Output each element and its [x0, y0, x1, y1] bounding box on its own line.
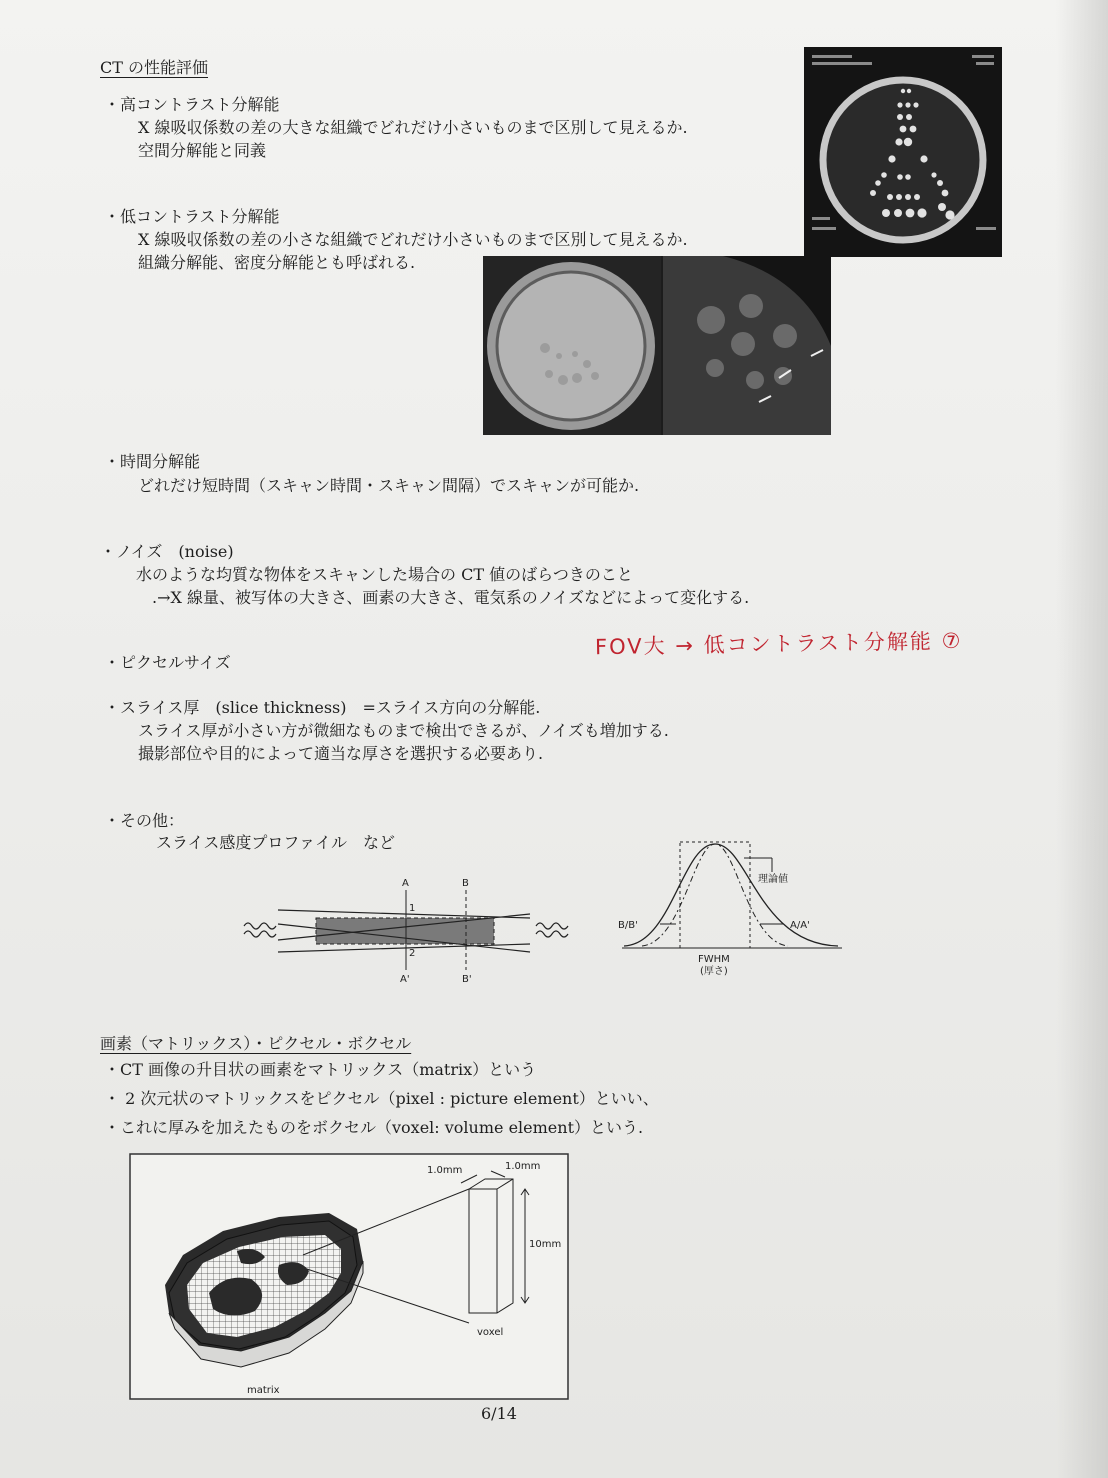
label-a: A — [402, 878, 409, 889]
noise-line2: .→X 線量、被写体の大きさ、画素の大きさ、電気系のノイズなどによって変化する. — [152, 588, 750, 607]
temporal-line1: どれだけ短時間（スキャン時間・スキャン間隔）でスキャンが可能か. — [138, 476, 640, 495]
bullet-temporal-resolution: ・時間分解能 — [104, 452, 201, 471]
bullet-high-contrast: ・高コントラスト分解能 — [104, 95, 280, 114]
matrix-line1: ・CT 画像の升目状の画素をマトリックス（matrix）という — [104, 1060, 537, 1079]
label-thickness: (厚さ) — [700, 966, 728, 977]
low-contrast-line1: X 線吸収係数の差の小さな組織でどれだけ小さいものまで区別して見えるか. — [138, 230, 688, 249]
label-b-prime: B' — [462, 974, 472, 985]
section-title-ct-performance: CT の性能評価 — [100, 58, 209, 77]
voxel-size-x: 1.0mm — [427, 1165, 463, 1176]
slice-line2: 撮影部位や目的によって適当な厚さを選択する必要あり. — [138, 744, 544, 763]
voxel-size-y: 1.0mm — [505, 1161, 541, 1172]
bullet-noise: ・ノイズ (noise) — [100, 542, 234, 561]
handwritten-note: FOV大 → 低コントラスト分解能 ⑦ — [594, 628, 963, 660]
noise-line1: 水のような均質な物体をスキャンした場合の CT 値のばらつきのこと — [136, 565, 633, 584]
matrix-line3: ・これに厚みを加えたものをボクセル（voxel: volume element）という. — [104, 1118, 644, 1137]
bullet-slice-thickness: ・スライス厚 (slice thickness) =スライス方向の分解能. — [104, 698, 541, 717]
matrix-line2: ・ 2 次元状のマトリックスをピクセル（pixel : picture element）といい、 — [104, 1089, 659, 1108]
page-number: 6/14 — [481, 1404, 517, 1423]
high-contrast-phantom-image — [804, 47, 1002, 257]
slice-line1: スライス厚が小さい方が微細なものまで検出できるが、ノイズも増加する. — [138, 721, 669, 740]
voxel-size-z: 10mm — [529, 1239, 562, 1250]
label-1: 1 — [409, 903, 416, 914]
label-theory: 理論値 — [758, 874, 788, 885]
bullet-low-contrast: ・低コントラスト分解能 — [104, 207, 280, 226]
label-b: B — [462, 878, 469, 889]
high-contrast-line1: X 線吸収係数の差の大きな組織でどれだけ小さいものまで区別して見えるか. — [138, 118, 688, 137]
label-bb-prime: B/B' — [618, 920, 638, 931]
matrix-label: matrix — [247, 1385, 280, 1396]
other-line1: スライス感度プロファイル など — [156, 833, 396, 852]
low-contrast-line2: 組織分解能、密度分解能とも呼ばれる. — [138, 253, 416, 272]
label-fwhm: FWHM — [698, 954, 730, 965]
label-aa-prime: A/A' — [790, 920, 810, 931]
bullet-pixel-size: ・ピクセルサイズ — [104, 653, 231, 672]
slice-sensitivity-profile — [612, 838, 848, 980]
matrix-voxel-figure — [129, 1153, 569, 1400]
high-contrast-line2: 空間分解能と同義 — [138, 141, 267, 160]
label-2: 2 — [409, 948, 416, 959]
bullet-other: ・その他： — [104, 811, 185, 830]
voxel-label: voxel — [477, 1327, 504, 1338]
slice-geometry-diagram — [240, 874, 570, 986]
section-title-matrix-pixel-voxel: 画素（マトリックス）・ピクセル・ボクセル — [100, 1034, 412, 1053]
low-contrast-phantom-images — [483, 256, 831, 435]
label-a-prime: A' — [400, 974, 410, 985]
page-edge-shadow — [1056, 0, 1108, 1478]
